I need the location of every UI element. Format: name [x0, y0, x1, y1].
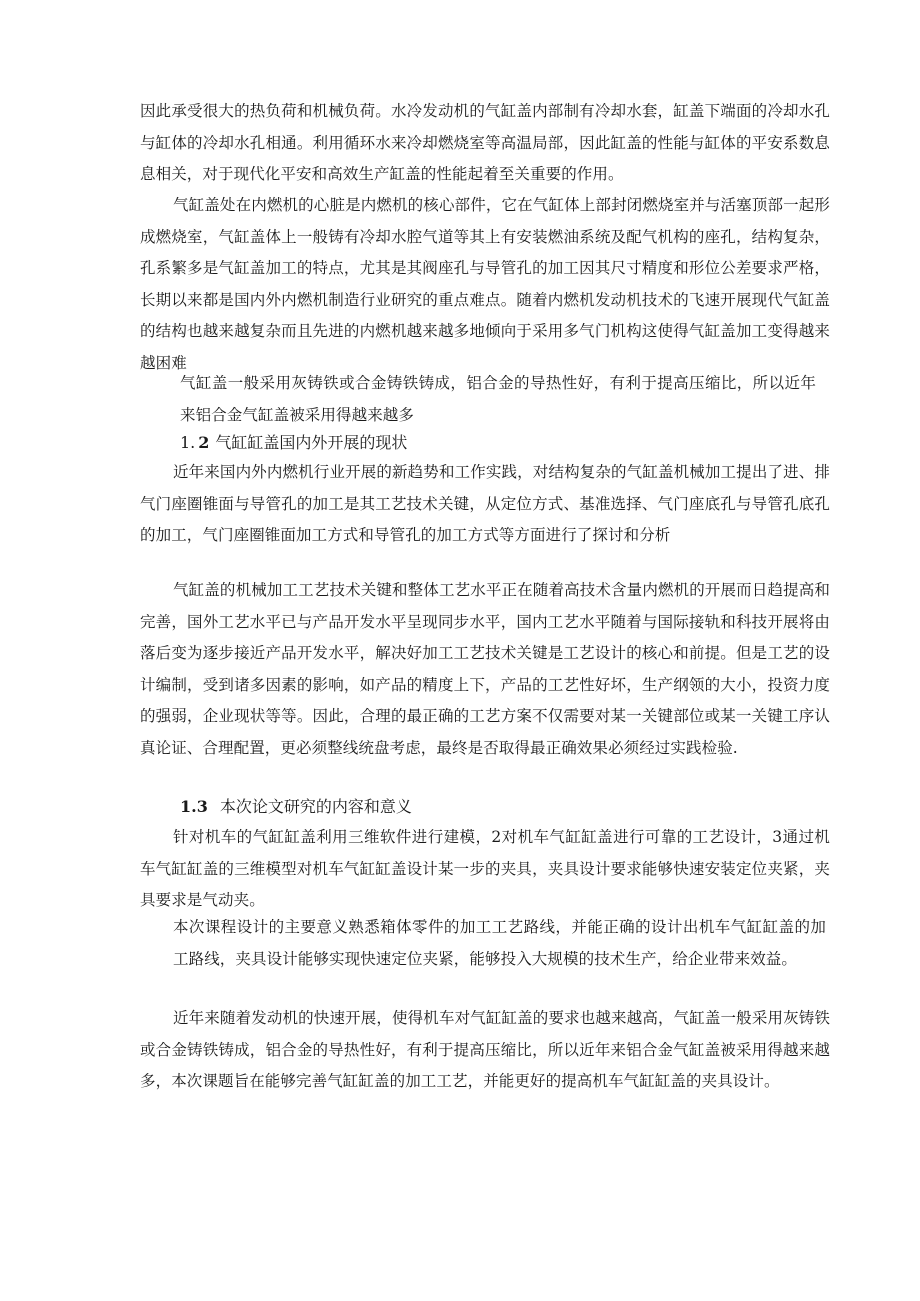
section-title: 气缸缸盖国内外开展的现状	[215, 433, 408, 452]
section-number: 1.3	[180, 797, 208, 816]
paragraph-intro-thermal-load: 因此承受很大的热负荷和机械负荷。水冷发动机的气缸盖内部制有冷却水套，缸盖下端面的冷却水孔与缸体的冷却水孔相通。利用循环水来冷却燃烧室等高温局部，因此缸盖的性能与缸体的平安系数息息相关，对于现代化平安和高效生产缸盖的性能起着至关重要的作用。	[140, 102, 830, 183]
section-title: 本次论文研究的内容和意义	[219, 797, 412, 816]
paragraph-materials: 气缸盖一般采用灰铸铁或合金铸铁铸成，铝合金的导热性好，有利于提高压缩比，所以近年来铝合金气缸盖被采用得越来越多	[180, 374, 816, 424]
paragraph-process-technology: 气缸盖的机械加工工艺技术关键和整体工艺水平正在随着高技术含量内燃机的开展而日趋提高和完善，国外工艺水平已与产品开发水平呈现同步水平，国内工艺水平随着与国际接轨和科技开展将由落后变为逐步接近产品开发水平，解决好加工工艺技术关键是工艺设计的核心和前提。但是工艺的设计编制，受到诸多因素的影响，如产品的精度上下，产品的工艺性好坏，生产纲领的大小，投资力度的强弱，企业现状等等。因此，合理的最正确的工艺方案不仅需要对某一关键部位或某一关键工序认真论证、合理配置，更必须整线统盘考虑，最终是否取得最正确效果必须经过实践检验.	[140, 581, 830, 757]
section-number-suffix: 2	[198, 433, 210, 452]
paragraph-design-significance: 本次课程设计的主要意义熟悉箱体零件的加工工艺路线，并能正确的设计出机车气缸缸盖的加工路线，夹具设计能够实现快速定位夹紧，能够投入大规模的技术生产，给企业带来效益。	[173, 918, 826, 968]
section-heading-1-3	[180, 791, 412, 823]
paragraph-cylinder-head-role: 气缸盖处在内燃机的心脏是内燃机的核心部件，它在气缸体上部封闭燃烧室并与活塞顶部一起形成燃烧室，气缸盖体上一般铸有冷却水腔气道等其上有安装燃油系统及配气机构的座孔，结构复杂，孔系繁多是气缸盖加工的特点，尤其是其阀座孔与导管孔的加工因其尺寸精度和形位公差要求严格，长期以来都是国内外内燃机制造行业研究的重点难点。随着内燃机发动机技术的飞速开展现代气缸盖的结构也越来越复杂而且先进的内燃机越来越多地倾向于采用多气门机构这使得气缸盖加工变得越来越困难	[140, 196, 830, 372]
section-number-prefix: 1.	[180, 433, 196, 452]
section-heading-1-2	[180, 427, 407, 459]
paragraph-industry-trends: 近年来国内外内燃机行业开展的新趋势和工作实践，对结构复杂的气缸盖机械加工提出了进、排气门座圈锥面与导管孔的加工是其工艺技术关键，从定位方式、基准选择、气门座底孔与导管孔底孔的加工，气门座圈锥面加工方式和导管孔的加工方式等方面进行了探讨和分析	[140, 463, 830, 544]
paragraph-conclusion: 近年来随着发动机的快速开展，使得机车对气缸缸盖的要求也越来越高，气缸盖一般采用灰铸铁或合金铸铁铸成，铝合金的导热性好，有利于提高压缩比，所以近年来铝合金气缸盖被采用得越来越多，本次课题旨在能够完善气缸缸盖的加工工艺，并能更好的提高机车气缸缸盖的夹具设计。	[140, 1009, 830, 1090]
paragraph-research-content: 针对机车的气缸缸盖利用三维软件进行建模，2对机车气缸缸盖进行可靠的工艺设计，3通过机车气缸缸盖的三维模型对机车气缸缸盖设计某一步的夹具，夹具设计要求能够快速安装定位夹紧，夹具要求是气动夹。	[140, 828, 830, 909]
